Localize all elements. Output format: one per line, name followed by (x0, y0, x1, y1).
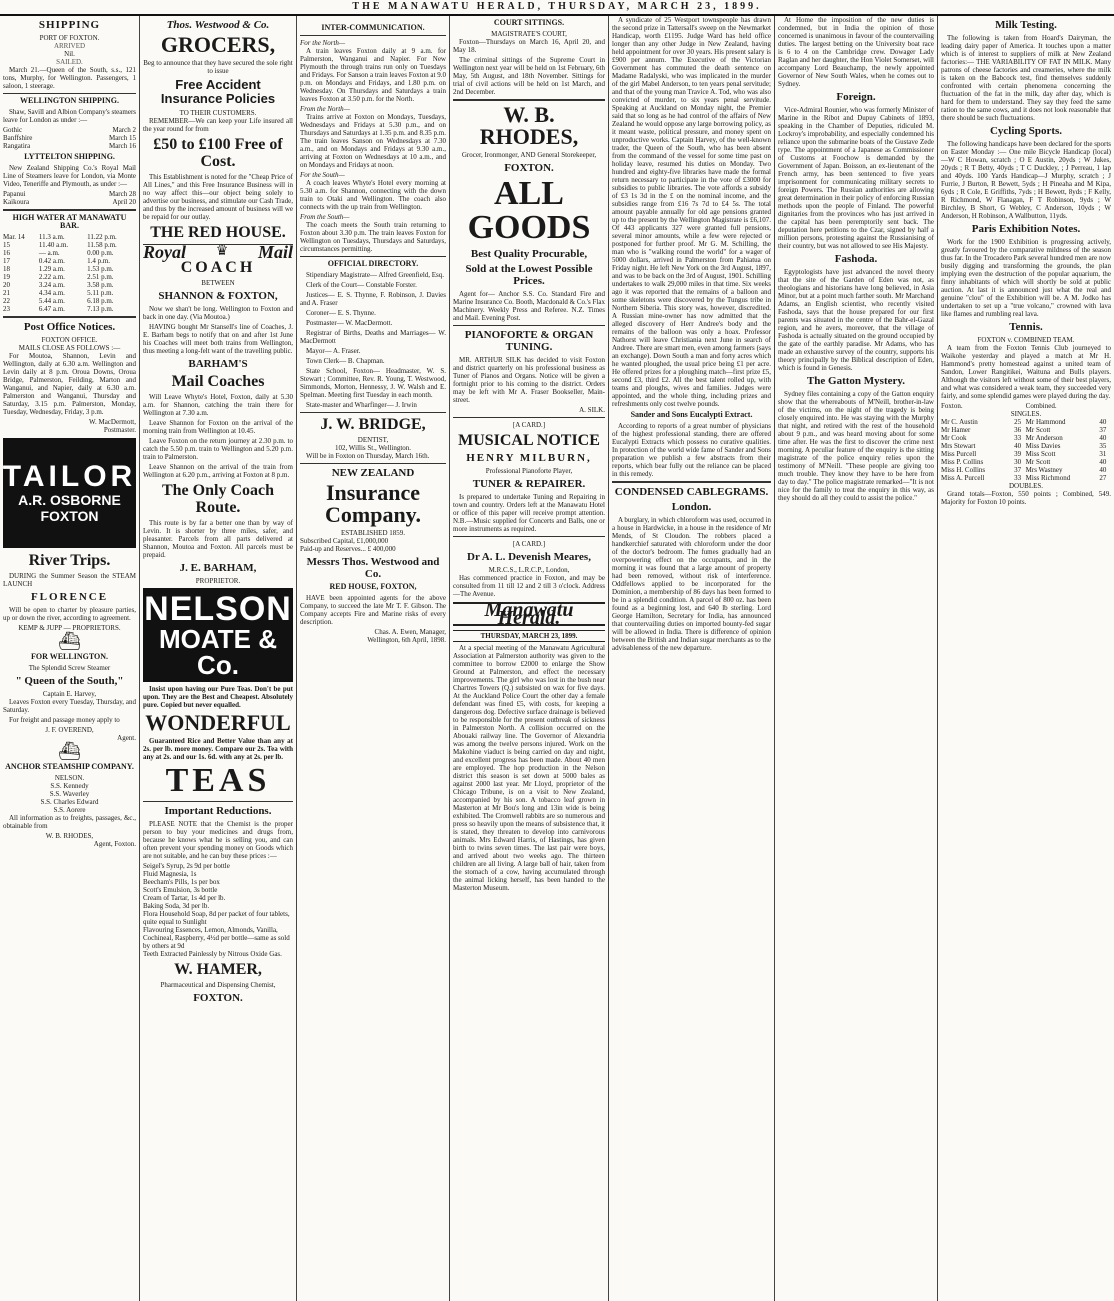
list-item: Flora Household Soap, 8d per packet of four tablets, quite equal to Sunlight (143, 910, 290, 926)
table-row: Gothic March 2 (3, 126, 136, 134)
list-item: S.S. Aorere (53, 806, 86, 814)
condensed-cablegrams: CONDENSED CABLEGRAMS. (614, 486, 769, 498)
shipping-title: SHIPPING (38, 19, 101, 31)
postmaster-name: W. MacDermott, (89, 418, 136, 426)
inter-communication: INTER-COMMUNICATION. (321, 23, 425, 32)
list-item: Stipendiary Magistrate— Alfred Greenfield, Esq. (306, 271, 445, 279)
tuner-repairer: TUNER & REPAIRER. (472, 478, 586, 490)
from-north: From the North— (300, 105, 350, 113)
card-label: [A CARD.] (512, 421, 546, 429)
table-row: 21 4.34 a.m. 5.11 p.m. (3, 289, 114, 297)
barham-name: J. E. BARHAM, (179, 562, 257, 574)
post-office-title: Post Office Notices. (23, 321, 116, 333)
column-3 (297, 16, 450, 1301)
table-row: Mr Hamer 36 Mr Scott 37 (941, 426, 1107, 434)
queen-title: " Queen of the South," (15, 675, 124, 687)
insurance-company: Insurance Company. (325, 480, 421, 527)
table-row: 23 6.47 a.m. 7.13 p.m. (3, 305, 114, 313)
table-row: Rangatira March 16 (3, 142, 136, 150)
table-row: 22 5.44 a.m. 6.18 p.m. (3, 297, 114, 305)
lyttelton-shipping: LYTTELTON SHIPPING. (24, 152, 115, 161)
freight-text: For freight and passage money apply to (9, 716, 120, 724)
grand-total: Grand totals—Foxton, 550 points ; Combined, 549. Majority for Foxton 10 points. (941, 490, 1111, 506)
new-zealand: NEW ZEALAND (331, 467, 415, 479)
milk-text: The following is taken from Hoard's Dairyman, the leading dairy paper of America. It touches upon a matter which is of interest to suppliers of milk at New Zealand factories:— THE VARIABILITY OF FAT IN MILK. Many patrons of cheese factories and creameries, where the milk is taken on the Babcock test, find themselves suddenly confronted with certain phenomena concerning the fluctuation of the fat in the milk, day after day, which is hard for them to understand. They say they feed the same ration to the same cows, and it does not look reasonable that there should be such fluctuations. (941, 34, 1111, 122)
table-row: 16 — a.m. 0.00 p.m. (3, 249, 114, 257)
established: ESTABLISHED 1859. (341, 529, 405, 537)
foreign-text: Vice-Admiral Rounier, who was formerly Minister of Marine in the Ribot and Dupuy Cabinets of 1893, speaking in the Chamber of Deputies, ridiculed M. Lockroy's improbability, and especially condemned his reliance upon the submarine boats of the Gustave Zede type. The appointment of a Japanese as Commissioner of Customs at Foochow is demanded by the Government of Japan. Boisson, an ex-lieutenant of the French army, has been sentenced to five years imprisonment for communicating military secrets to foreign Powers. The Russian authorities are allowing great determination in their policy of enforcing Russian methods upon the people of Finland. The powerful dignitaries from the provinces who has just arrived in the capital has been peremptorily sent back. The deputation here petitions to the Czar, signed by half a million persons, protesting against the Russianising of their country, but was not allowed to see His Majesty. (778, 106, 934, 250)
table-row: Mrs Stewart 40 Miss Davies 35 (941, 442, 1107, 450)
bridge-name: J. W. BRIDGE, (320, 416, 426, 433)
arrived-nil: Nil. (64, 50, 75, 58)
hamer-town: FOXTON. (193, 992, 243, 1004)
overend-agent: Agent. (117, 734, 136, 742)
red-house-foxton: RED HOUSE, FOXTON, (329, 582, 417, 591)
cycling-text: The following handicaps have been declared for the sports on Easter Monday :— One mile Bicycle Handicap (local) —W C Howan, scratch ; O E Austin, 20yds ; W Jukes, 20yds ; R T Betty, 40yds ; T C Duckley, ; J Perreau, 1 lap and 40yds. 100 Yards Handicap—J Murphy, scratch ; J Furrie, J Burton, R Bewett, 5yds ; H Pineaha and M Kipa, 6yds ; R Cole, E Griffiths, 7yds ; H Bewett, 8yds ; F Kelly, R Richmond, W Flanagan, F T Robinson, 9yds ; W Birchley, B Short, G Webley, C Anderson, 10yds ; W Anderson, H Robinson, A Wallbutton, 11yds. (941, 140, 1111, 220)
hamer-sub: Pharmaceutical and Dispensing Chemist, (160, 981, 276, 989)
column-5 (609, 16, 775, 1301)
crown-icon: ♛ (215, 244, 229, 259)
leave2-text: Leave Foxton on the return journey at 2.30 p.m. to catch the 5.50 p.m. train to Wellington and 5.20 p.m. train to Palmerston. (143, 437, 293, 461)
grocers-text: Beg to announce that they have secured the sole right to issue (143, 59, 293, 75)
arrived-label: ARRIVED (53, 42, 86, 50)
paris-text: Work for the 1900 Exhibition is progressing actively, greatly favoured by the comparative mildness of the season thus far. In the Trocadero Park several hundred men are now busily digging and transforming the grounds, the plan implying even the destruction of the popular aquarium, the finny inhabitants of which will shortly be sold at public auction. At last it is announced just what the real and genuine "clou" of the Exhibition will be. A M. Jodko has undertaken to set up a "true volcano," crowned with lava like flames and rumbling real lava. (941, 238, 1111, 318)
wonderful: WONDERFUL (145, 710, 291, 735)
tailor-word: TAILOR (2, 460, 137, 493)
sugar-text: At Home the imposition of the new duties is condemned, but in India the opinion of those concerned is unanimous in favour of the countervailing duties. The largest betting on the University boat race is 6 to 4 on the Cambridge crew. Dowager Lady Raglan and her daughter, the Hon Violet Somerset, will accompany Lord Beauchamp, the newly appointed Governor of New South Wales, when he comes out to Sydney. (778, 16, 934, 88)
list-item: Beecham's Pills, 1s per box (143, 878, 220, 886)
milburn-name: HENRY MILBURN, (466, 452, 592, 464)
rhodes-title: W. B. RHODES, (479, 102, 579, 149)
rhodes-agent: Agent, Foxton. (93, 840, 136, 848)
nelson-moate-advert (143, 588, 293, 682)
table-row: 17 0.42 a.m. 1.4 p.m. (3, 257, 111, 265)
please-text: PLEASE NOTE that the Chemist is the proper person to buy your medicines and drugs from, because he knows what he is selling you, and can often prevent your spending money on Goods which are not suitable, and he can buy these prices :— (143, 820, 293, 860)
captain: Captain E. Harvey, (42, 690, 97, 698)
from-south: From the South— (300, 213, 350, 221)
barham-proprietor: PROPRIETOR. (195, 577, 241, 585)
coach-title: COACH (180, 259, 256, 276)
gatton-title: The Gatton Mystery. (806, 375, 906, 387)
foreign-title: Foreign. (836, 91, 876, 103)
for-north: For the North— (300, 39, 346, 47)
fifty-pounds: £50 to £100 Free of Cost. (153, 136, 283, 170)
mails-close: MAILS CLOSE AS FOLLOWS :— (18, 344, 121, 352)
overend: J. F. OVEREND, (45, 726, 94, 734)
piano-text: MR. ARTHUR SILK has decided to visit Foxton and district quarterly on his professional business as Tuner of Pianos and Organs. Notice will be given a fortnight prior to his coming to the district. Orders may be left with Mr A. Fraser Bookseller, Main-street. (453, 356, 605, 404)
queen-text: Leaves Foxton every Tuesday, Thursday, and Saturday. (3, 698, 136, 714)
list-item: Postmaster— W. MacDermott. (306, 319, 393, 327)
bridge-address: 102, Willis St., Wellington. (334, 444, 412, 452)
milk-testing: Milk Testing. (995, 19, 1057, 31)
list-item: Clerk of the Court— Constable Forster. (306, 281, 417, 289)
bridge-text: Will be in Foxton on Thursday, March 16th. (306, 452, 430, 460)
meares-text: Has commenced practice in Foxton, and may be consulted from 11 till 12 and 2 till 3 o'clock. Address—The Avenue. (453, 574, 605, 598)
table-row: Banffshire March 15 (3, 134, 136, 142)
dentist: DENTIST, (357, 436, 389, 444)
all-goods: ALL GOODS (467, 175, 591, 246)
establishment-text: This Establishment is noted for the "Cheap Price of All Lines," and this Free Insurance Business will in no way affect this—our object being solely to advertise our business, and stimulate our Cash Trade, and thus by the increased amount of business will we be repaid for our outlay. (143, 173, 293, 221)
table-row: Mr Cook 33 Mr Anderson 40 (941, 434, 1107, 442)
list-item: Mayor— A. Fraser. (306, 347, 361, 355)
to-customers: TO THEIR CUSTOMERS. (179, 109, 257, 117)
postmaster-title: Postmaster. (103, 426, 136, 434)
official-directory: OFFICIAL DIRECTORY. (327, 259, 419, 268)
list-item: Cream of Tartar, 1s 4d per lb. (143, 894, 226, 902)
supreme-text: The criminal sittings of the Supreme Court in Wellington next year will be held on 1st February, 6th May, 5th August, and 18th November. Sittings for trial of civil actions will be held on 1st March, and 2nd December. (453, 56, 605, 96)
paid-up: Paid-up and Reserves... £ 400,000 (300, 545, 396, 553)
shannon-foxton: SHANNON & FOXTON, (158, 290, 278, 302)
list-item: State School, Foxton— Headmaster, W. S. Stewart ; Committee, Rev. R. Young, T. Westwood, Simmonds, Morton, Hennessy, J. W. Walsh and E. Spelman. Meeting first Tuesday in each month. (300, 367, 446, 399)
agent-list: Agent for— Anchor S.S. Co. Standard Fire and Marine Insurance Co. Booth, Macdonald & Co.'s Flax Machinery. Weekly Press and Referee. N.Z. Times and Mail. Evening Post. (453, 290, 605, 322)
sailed-label: SAILED. (56, 58, 83, 66)
price-list (143, 862, 293, 958)
river-trips-title: River Trips. (28, 552, 111, 569)
table-row: DOUBLES. (1008, 482, 1044, 490)
column-2 (140, 16, 297, 1301)
leave3-text: Leave Shannon on the arrival of the train from Wellington at 6.20 p.m., arriving at Foxton at 8 p.m. (143, 463, 293, 479)
teas-note: Insist upon having our Pure Teas. Don't be put upon. They are the Best and Cheapest. Absolutely pure. Copied but never equalled. (143, 685, 293, 709)
meares-sub: M.R.C.S., L.R.C.P., London, (488, 566, 570, 574)
table-row: 18 1.29 a.m. 1.53 p.m. (3, 265, 114, 273)
from-north-text: Trains arrive at Foxton on Mondays, Tuesdays, Wednesdays and Fridays at 5.30 p.m., and on Thursdays and Saturdays at 1.35 p.m. and 8.35 p.m. The train leaves Sanson on Wednesdays at 7.30 a.m., and on Mondays and Fridays at 9.30 a.m., arriving at Foxton on Wednesdays at 10 a.m., and on Mondays and Fridays at noon. (300, 113, 446, 169)
meares-name: Dr A. L. Devenish Meares, (467, 551, 591, 563)
insurance-title: Free Accident Insurance Policies (160, 77, 276, 106)
herald-logo: Manawatu Herald. (453, 602, 605, 626)
list-item: Scott's Emulsion, 3s bottle (143, 886, 218, 894)
nz-shipping-text: New Zealand Shipping Co.'s Royal Mail Line of Steamers leave for London, via Monte Video, Teneriffe and Plymouth, as under :— (3, 164, 136, 188)
sailed-text: March 21.—Queen of the South, s.s., 121 tons, Murphy, for Wellington. Passengers, 1 saloon, 1 steerage. (3, 66, 136, 90)
nelson-word: NELSON (144, 590, 292, 628)
list-item: Coroner— E. S. Thynne. (306, 309, 376, 317)
list-item: State-master and Wharfinger— J. Irwin (306, 401, 417, 409)
important-reductions: Important Reductions. (164, 805, 272, 817)
sander-title: Sander and Sons Eucalypti Extract. (630, 410, 753, 419)
directory-list (300, 271, 446, 409)
teas: TEAS (165, 762, 271, 799)
list-item: Town Clerk— B. Chapman. (306, 357, 385, 365)
anchor-text: All information as to freights, passages, &c., obtainable from (3, 814, 136, 830)
syndicate-text: A syndicate of 25 Westport townspeople has drawn the second prize in Tattersall's sweep on the Newmarket Handicap, worth £1195. Judge Ward has held office longer than any other Judge in New Zealand, having held appointment for over 30 years. His present salary is £900 per annum. The Executive of the Victorian Government has commuted the death sentence on Madame Radalyski, who was implicated in the murder of the girl Mabel Anderson, to ten years penal servitude; and that of the young man Travice A. Tod, who was also convicted of murder, to six years penal servitude. Speaking at Auckland on Monday night, the Premier said that so long as he had control of the affairs of New Zealand he would oppose any large borrowing policy, as it meant waste, political pressure, and money spent on unproductive works. Captain Harvey, of the well-known trader, the Queen of the South, who has been absent from the command of the vessel for some time past on holiday leave, resumed his duties on Monday. Two hundred and eighty-five libraries have made the formal return necessary to participate in the vote of £3000 for subsidies to public libraries. The vote affords a subsidy of £3 1s 3d in the £ on the nominal income, and the subsidies range from £16 7s 7d to £4 5s. The total amount payable annually for old age pensions granted up to the present by the Wellington Magistrate is £6,107. Of 443 applicants 327 were granted full pensions, several minor amounts, while a few were rejected or postponed for further proof. Mr G. M. Schilling, the man who is "walking round the world" for a wager of 5000 dollars, arrived in Palmerston from Pahiatua on Friday night. He left New York on the 3rd August, 1897, and was to be back on the 3rd of August, 1901. Schilling undertakes to walk 29,000 miles in that time. Six weeks ago it was reported that the remains of a balloon and some skeletons were discovered by the Tungus tribe in Northern Siberia. This story was, however, discredited. A Russian mine-owner has now admitted that the alleged discovery of Herr Andree's body and the remains of the balloon was only a hoax. Professor Nathorst will leave Christiania next June in search of Andree. There are smart men, even among farmers (says an exchange). Down South a man and forty acres which he wanted ploughed, the usual price being £1 per acre. He offered prizes for a ploughing match—first prize £5, second £3, third £2. All the best talent rolled up, with teams and ploughs, wives and families. Judges were appointed, and the whole thing, including prizes and refreshments only cost twelve pounds. (612, 16, 771, 408)
capital: Subscribed Capital, £1,000,000 (300, 537, 389, 545)
columns (0, 16, 1114, 1301)
agents-text: HAVE been appointed agents for the above Company, to succeed the late Mr T. F. Gibson. The Company accepts Fire and Marine risks of every description. (300, 594, 446, 626)
musical-notice: MUSICAL NOTICE (458, 432, 600, 449)
anchor-title: ANCHOR STEAMSHIP COMPANY. (5, 762, 134, 771)
high-water-title: HIGH WATER AT MANAWATU BAR. (12, 213, 127, 230)
cycling-title: Cycling Sports. (989, 125, 1063, 137)
gatton-text: Sydney files containing a copy of the Gatton enquiry show that the whereabouts of M'Neill, brother-in-law of the victims, on the night of the tragedy is being closely enquired into. He was staying with the Murphy that night, and retired with the rest of the household about 9 p.m., and was heard moving about for some time after. He was the first to discover the crime next morning. A peculiar feature of the enquiry is the sitting magistrate of the police enquiry relies upon the testimony of M'Neill. "These people are giving too much trouble. They know they have to be here from day to day." The police magistrate remarked—"It is not nice for the family to treat the enquiry in this way, as they should do all they could to assist the police." (778, 390, 934, 502)
wonderful-text: Guaranteed Rice and Better Value than any at 2s. per lb. more money. Compare our 2s. Tea with any at 2s. and our 1s. 6d. with any at 2s. per lb. (143, 737, 293, 761)
rhodes-name: W. B. RHODES, (45, 832, 94, 840)
silk-sign: A. SILK. (579, 406, 605, 414)
ship-icon: ⛴ (58, 631, 81, 651)
best-quality: Best Quality Procurable, (470, 248, 588, 260)
between: BETWEEN (201, 279, 235, 287)
will-text: Will Leave Whyte's Hotel, Foxton, daily at 5.30 a.m. for Shannon, catching the train there for Wellington at 7.30 a.m. (143, 393, 293, 417)
tailor-town: FOXTON (40, 508, 99, 524)
table-row: 15 11.40 a.m. 11.58 p.m. (3, 241, 117, 249)
royal-word: Royal (143, 242, 186, 262)
table-row: Kaikoura April 20 (3, 198, 136, 206)
table-row: Mar. 14 11.3 a.m. 11.22 p.m. (3, 233, 117, 241)
high-water-table (3, 233, 136, 313)
florence-text: Will be open to charter by pleasure parties, up or down the river, according to agreement. (3, 606, 136, 622)
steamer-table (3, 126, 136, 150)
list-item: S.S. Charles Edward (40, 798, 99, 806)
nz-steamer-table (3, 190, 136, 206)
shaw-savill-text: Shaw, Savill and Albion Company's steamers leave for London as under :— (3, 108, 136, 124)
mail-coaches: Mail Coaches (171, 373, 265, 390)
having-text: HAVING bought Mr Stansell's line of Coaches, J. E. Barham begs to notify that on and after 1st June his Coaches will meet both trains from Wellington, thus meeting a long-felt want of the travelling public. (143, 323, 293, 355)
london-title: London. (671, 501, 712, 513)
leave-text: Leave Shannon for Foxton on the arrival of the morning train from Wellington at 10.45. (143, 419, 293, 435)
ewen-date: Wellington, 6th April, 1898. (367, 636, 446, 644)
tennis-text: A team from the Foxton Tennis Club journeyed to Waikohe yesterday and played a match at Mr H. Hammond's pretty homestead against a united team of Sandon, Lower Rangitikei, Waituna and Bulls players. Although the visitors left without some of their best players, and what was considered a weak team, they succeeded very fairly, and some splendid games were played during the day. (941, 344, 1111, 400)
column-1 (0, 16, 140, 1301)
river-text: DURING the Summer Season the STEAM LAUNCH (3, 572, 136, 588)
rhodes-foxton: FOXTON. (504, 162, 554, 174)
moate-word: MOATE & Co. (159, 624, 277, 680)
table-row: Miss P. Collins 30 Mr Scott 40 (941, 458, 1107, 466)
table-row: 20 3.24 a.m. 3.58 p.m. (3, 281, 114, 289)
dateline: THURSDAY, MARCH 23, 1899. (453, 630, 605, 642)
table-row: Miss A. Purcell 33 Miss Richmond 27 (941, 474, 1107, 482)
table-row: Foxton. Combined. (941, 402, 1057, 410)
port-label: PORT OF FOXTON. (39, 34, 100, 42)
list-item: Teeth Extracted Painlessly by Nitrous Oxide Gas. (143, 950, 282, 958)
south-text: A coach leaves Whyte's Hotel every morning at 5.30 a.m. for Shannon, connecting with the down train to Otaki and Wellington. The coach also connects with the up train from Wellington. (300, 179, 446, 211)
list-item: Registrar of Births, Deaths and Marriages— W. MacDermott (300, 329, 446, 345)
milburn-sub: Professional Pianoforte Player, (485, 467, 573, 475)
table-row: Papanui March 28 (3, 190, 136, 198)
list-item: Seigel's Syrup, 2s 9d per bottle (143, 862, 230, 870)
only-coach: The Only Coach Route. (161, 482, 274, 516)
court-sittings: COURT SITTINGS. (493, 18, 565, 27)
milburn-text: Is prepared to undertake Tuning and Repairing in town and country. Orders left at the Manawatu Hotel or office of this paper will receive prompt attention. N.B.—Music supplied for Concerts and Balls, one or more instruments as required. (453, 493, 605, 533)
red-house-title: THE RED HOUSE. (150, 224, 286, 241)
westwood-title: Thos. Westwood & Co. (166, 19, 270, 31)
barhams: BARHAM'S (188, 358, 248, 370)
rhodes-sub: Grocer, Ironmonger, AND General Storekeeper, (461, 151, 597, 159)
florence-title: FLORENCE (30, 591, 109, 603)
hamer-name: W. HAMER, (174, 961, 262, 978)
masthead: THE MANAWATU HERALD, THURSDAY, MARCH 23, 1899. (0, 0, 1114, 16)
card-label-2: [A CARD.] (512, 540, 546, 548)
list-item: Fluid Magnesia, 1s (143, 870, 197, 878)
fashoda-text: Egyptologists have just advanced the novel theory that the site of the Garden of Eden was not, as theologians and historians have long believed, in Asia Minor, but at a point much farther south. Mr Marchand Adams, an English scientist, who recently visited Fashoda, says that the house prepared for our first parents was situated in the centre of the Bahr-el-Gazal region, and he avers, moreover, that the village of Fashoda is actually situated on the ground occupied by the gate of the earthly paradise. Mr Adams, who has made an exhaustive survey of the country, supports his theory principally by the Biblical description of Eden, which is found in Genesis. (778, 268, 934, 372)
column-4 (450, 16, 609, 1301)
nelson-label: NELSON. (54, 774, 85, 782)
tennis-results (941, 402, 1111, 490)
list-item: Flavouring Essences, Lemon, Almonds, Vanilla, Cochineal, Raspberry, 4½d per bottle—same as sold by others at 9d (143, 926, 290, 950)
column-6 (775, 16, 938, 1301)
table-row: Miss H. Collins 37 Mrs Wastney 40 (941, 466, 1107, 474)
coach-text: Now we shan't be long. Wellington to Foxton and back in one day. (Via Moutoa.) (143, 305, 293, 321)
paris-title: Paris Exhibition Notes. (971, 223, 1081, 235)
wellington-shipping: WELLINGTON SHIPPING. (20, 96, 119, 105)
for-wellington: FOR WELLINGTON. (30, 652, 109, 661)
list-item: Justices— E. S. Thynne, F. Robinson, J. Davies and A. Fraser (300, 291, 446, 307)
foxton-office: FOXTON OFFICE. (41, 336, 98, 344)
sold-lowest: Sold at the Lowest Possible Prices. (465, 263, 593, 287)
column-7 (938, 16, 1114, 1301)
list-item: S.S. Kennedy (50, 782, 89, 790)
magistrates-court: MAGISTRATE'S COURT, (491, 30, 567, 38)
tennis-subtitle: FOXTON v. COMBINED TEAM. (977, 336, 1075, 344)
table-row: 19 2.22 a.m. 2.51 p.m. (3, 273, 114, 281)
list-item: Baking Soda, 3d per lb. (143, 902, 210, 910)
table-row: SINGLES. (1010, 410, 1042, 418)
sander-text: According to reports of a great number of physicians of the highest professional standing, there are offered Eucalypti Extracts which possess no curative qualities. In protection of the world wide fame of Sander and Sons preparation we publish a few abstracts from their reports, which bear fully out the reliance can be placed in this remedy. (612, 422, 772, 478)
tennis-title: Tennis. (1009, 321, 1043, 333)
tailor-name: A.R. OSBORNE (18, 492, 121, 508)
list-item: S.S. Waverley (49, 790, 90, 798)
ss-list (3, 782, 136, 814)
screw-steamer: The Splendid Screw Steamer (28, 664, 111, 672)
ship-icon: ⛴ (58, 741, 81, 761)
table-row: Mr C. Austin 25 Mr Hammond 40 (941, 418, 1107, 426)
tailor-advert (3, 438, 136, 548)
mails-text: For Moutoa, Shannon, Levin and Wellington, daily at 6.30 a.m. Wellington and Levin daily at 8 p.m. Oroua Downs, Oroua Bridge, Palmerston, Feilding, Marton and Wanganui, and Napier, daily at 6.30 a.m. Palmerston and Wanganui, Thursday and Saturday, 3.15 p.m. Palmerston, Monday, Tuesday, Wednesday, Friday, 3 p.m. (3, 352, 136, 416)
fashoda-title: Fashoda. (834, 253, 878, 265)
london-text: A burglary, in which chloroform was used, occurred in a house in Hardwicke, in a house in the residence of Mr Mends, of St Cloudon. The robbers placed a handkerchief saturated with chloroform under the door of the doctor's bedroom. The fumes gradually had an overpowering effect on the occupants, and in the morning it was found that a large amount of property had been removed, without risk of interference. Oddfellows applied to be incorporated for the Dominion, a membership of 86 days has been formed to be in a splendid condition. A parcel of 800 oz. has been found as a beginning lost, and 640 lb sterling. Lord George Hamilton, Secretary for India, has announced that countervailing duties on imported bounty-fed sugar will be allowed in India. There is difference of opinion between the British and Indian sugar merchants as to the advisableness of the new departure. (612, 516, 771, 652)
remember-text: REMEMBER—We can keep your Life insured all the year round for from (143, 117, 293, 133)
ewen: Chas. A. Ewen, Manager, (374, 628, 446, 636)
table-row: Miss Purcell 39 Miss Scott 31 (941, 450, 1107, 458)
mail-word: Mail (257, 242, 293, 262)
north-text: A train leaves Foxton daily at 9 a.m. for Palmerston, Wanganui and Napier. For New Plymouth the through trains run only on Tuesdays and Fridays. For Sanson a train leaves Foxton at 9.0 p.m. on Mondays and Fridays, and 1.80 p.m. on Wednesday. On Thursdays and Saturdays a train leaves Foxton at 3.50 p.m. for the North. (300, 47, 446, 103)
court-text: Foxton—Thursdays on March 16, April 20, and May 18. (453, 38, 605, 54)
messrs: Messrs Thos. Westwood and Co. (306, 556, 440, 580)
herald-text: At a special meeting of the Manawatu Agricultural Association at Palmerston authority was given to the committee to borrow £2000 to enlarge the Show Ground at Palmerston, and effect the necessary improvements. The girl who was lost in the bush near Chartres Towers (Q.) subsisted on wax for five days. At the Auckland Police Court the other day a female defendant was fined £5, with costs, for keeping a dangerous dog. Defective surface drainage is believed to be responsible for the present outbreak of sickness in Palmerston North. A collision occurred on the Abouaki railway line. The Governor of Alexandria was among the twelve persons injured. Work on the Makohine viaduct is being carried on day and night, and excellent progress has been made. About 40 men are employed. The hop production in the Nelson district this season is set down at 5000 bales as against 2000 last year. Mr Lloyd, proprietor of the Chicago Tribune, is on a visit to New Zealand, accompanied by his son. A tobacco leaf grown in Masterton at Mr Bou's long and 13in wide is being exhibited. The Cromwell rabbits are so numerous and press so heavily upon the means of subsistence that, it is stated, they threaten to develop into carnivorous animals. Mrs Edward Harris, of Hastings, has given birth to twins seven times. The last pair were boys, and arrived about two weeks ago. The thirteen children are all living. A large ball of hair, taken from the stomach of a cow, having accumulated through the animal licking herself, has been handed to the Masterton Museum. (453, 644, 605, 892)
only-text: This route is by far a better one than by way of Levin. It is shorter by three miles, safer, and pleasanter. Parcels from all parts delivered at Shannon, Moutoa and Foxton. All parcels must be prepaid. (143, 519, 293, 559)
from-south-text: The coach meets the South train returning to Foxton about 3.30 p.m. The train leaves Foxton for Wellington on Tuesdays, Thursdays and Saturdays, circumstances permitting. (300, 221, 446, 253)
kemp-jupp: KEMP & JUPP — PROPRIETORS. (18, 624, 121, 632)
piano-title: PIANOFORTE & ORGAN TUNING. (464, 329, 594, 353)
royal-mail-row (143, 242, 293, 262)
for-south: For the South— (300, 171, 345, 179)
grocers-title: GROCERS, (160, 32, 276, 57)
